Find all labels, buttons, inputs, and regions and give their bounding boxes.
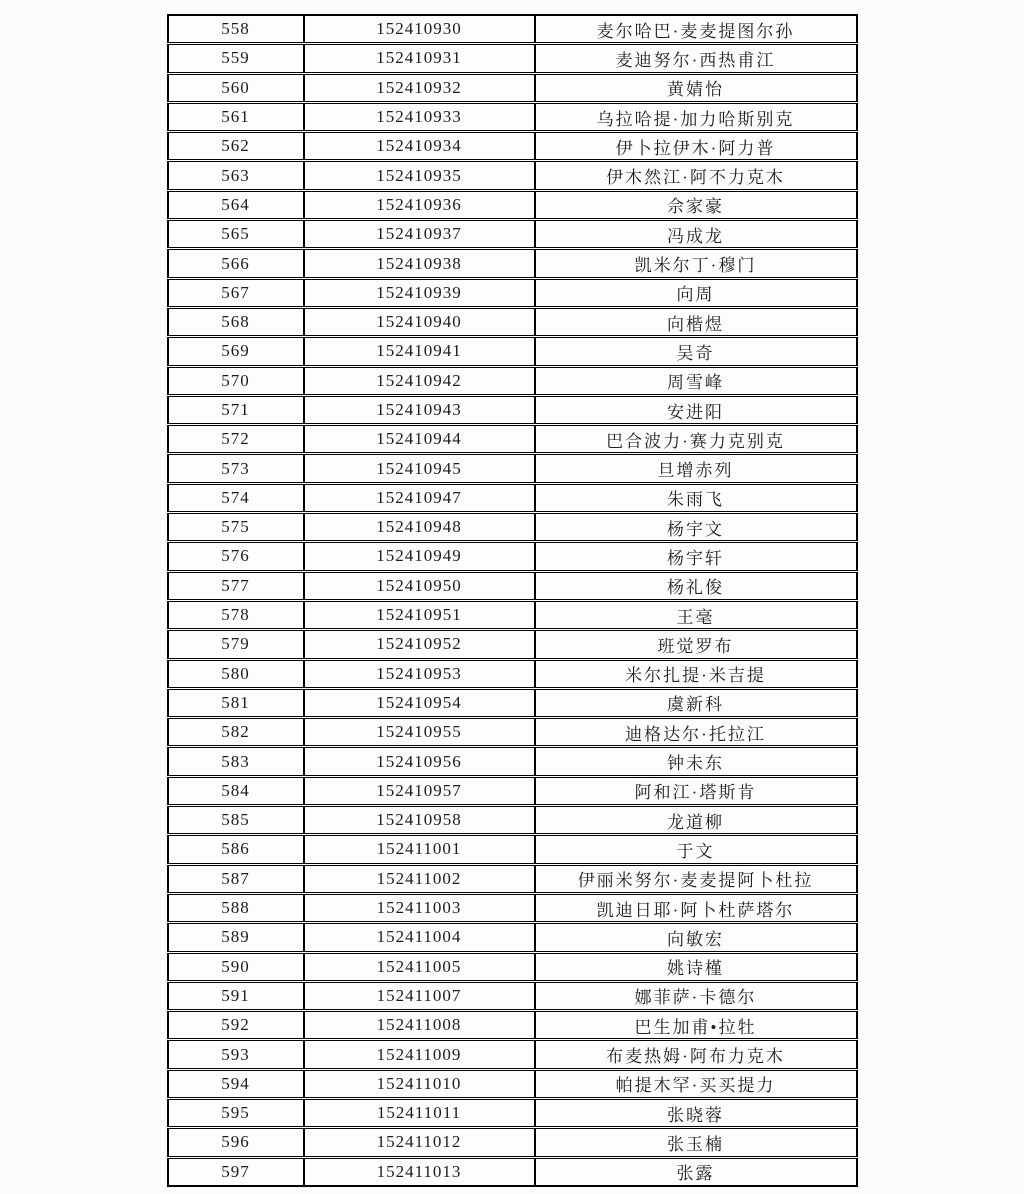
table-row (168, 483, 857, 512)
candidate-id-cell: 152410935 (304, 161, 535, 190)
candidate-name-cell: 姚诗槿 (535, 952, 857, 981)
candidate-id-cell: 152410936 (304, 190, 535, 219)
table-row (168, 806, 857, 835)
candidate-name-cell: 周雪峰 (535, 366, 857, 395)
row-number-cell: 584 (168, 776, 304, 805)
row-number-cell: 594 (168, 1069, 304, 1098)
candidate-id-cell: 152410937 (304, 220, 535, 249)
row-number-cell: 593 (168, 1040, 304, 1069)
candidate-name-cell: 黄婧怡 (535, 73, 857, 102)
row-number-cell: 587 (168, 864, 304, 893)
table-row (168, 923, 857, 952)
candidate-id-cell: 152411011 (304, 1098, 535, 1127)
row-number-cell: 591 (168, 981, 304, 1010)
row-number-cell: 596 (168, 1128, 304, 1157)
table-row (168, 249, 857, 278)
candidate-name-cell: 巴生加甫•拉牡 (535, 1011, 857, 1040)
row-number-cell: 579 (168, 630, 304, 659)
candidate-id-cell: 152410932 (304, 73, 535, 102)
row-number-cell: 597 (168, 1157, 304, 1186)
table-row (168, 630, 857, 659)
row-number-cell: 572 (168, 425, 304, 454)
row-number-cell: 566 (168, 249, 304, 278)
table-row (168, 190, 857, 219)
candidate-id-cell: 152410954 (304, 688, 535, 717)
candidate-name-cell: 吴奇 (535, 337, 857, 366)
candidate-name-cell: 巴合波力·赛力克别克 (535, 425, 857, 454)
candidate-id-cell: 152410950 (304, 571, 535, 600)
table-row (168, 132, 857, 161)
candidate-id-cell: 152410958 (304, 806, 535, 835)
row-number-cell: 564 (168, 190, 304, 219)
candidate-name-cell: 向楷煜 (535, 307, 857, 336)
candidate-name-cell: 米尔扎提·米吉提 (535, 659, 857, 688)
row-number-cell: 568 (168, 307, 304, 336)
candidate-id-cell: 152411013 (304, 1157, 535, 1186)
candidate-name-cell: 布麦热姆·阿布力克木 (535, 1040, 857, 1069)
candidate-name-cell: 张晓蓉 (535, 1098, 857, 1127)
roster-table-body (168, 15, 857, 1186)
candidate-name-cell: 杨宇轩 (535, 542, 857, 571)
candidate-name-cell: 向周 (535, 278, 857, 307)
candidate-name-cell: 向敏宏 (535, 923, 857, 952)
row-number-cell: 576 (168, 542, 304, 571)
candidate-id-cell: 152410951 (304, 600, 535, 629)
candidate-id-cell: 152411001 (304, 835, 535, 864)
candidate-name-cell: 杨礼俊 (535, 571, 857, 600)
candidate-name-cell: 帕提木罕·买买提力 (535, 1069, 857, 1098)
candidate-id-cell: 152410942 (304, 366, 535, 395)
candidate-id-cell: 152410955 (304, 718, 535, 747)
table-row (168, 1011, 857, 1040)
row-number-cell: 592 (168, 1011, 304, 1040)
candidate-id-cell: 152410943 (304, 395, 535, 424)
table-row (168, 893, 857, 922)
candidate-id-cell: 152410949 (304, 542, 535, 571)
candidate-name-cell: 迪格达尔·托拉江 (535, 718, 857, 747)
table-row (168, 1098, 857, 1127)
row-number-cell: 595 (168, 1098, 304, 1127)
row-number-cell: 583 (168, 747, 304, 776)
candidate-name-cell: 张玉楠 (535, 1128, 857, 1157)
row-number-cell: 578 (168, 600, 304, 629)
table-row (168, 44, 857, 73)
row-number-cell: 573 (168, 454, 304, 483)
table-row (168, 513, 857, 542)
candidate-name-cell: 杨宇文 (535, 513, 857, 542)
candidate-id-cell: 152411008 (304, 1011, 535, 1040)
table-row (168, 15, 857, 44)
table-row (168, 835, 857, 864)
candidate-name-cell: 张露 (535, 1157, 857, 1186)
row-number-cell: 574 (168, 483, 304, 512)
candidate-name-cell: 安进阳 (535, 395, 857, 424)
table-row (168, 220, 857, 249)
table-row (168, 542, 857, 571)
table-row (168, 747, 857, 776)
row-number-cell: 589 (168, 923, 304, 952)
row-number-cell: 563 (168, 161, 304, 190)
candidate-id-cell: 152411003 (304, 893, 535, 922)
candidate-name-cell: 龙道柳 (535, 806, 857, 835)
candidate-name-cell: 冯成龙 (535, 220, 857, 249)
table-row (168, 278, 857, 307)
table-row (168, 454, 857, 483)
row-number-cell: 571 (168, 395, 304, 424)
candidate-name-cell: 王毫 (535, 600, 857, 629)
table-row (168, 1157, 857, 1186)
candidate-id-cell: 152410956 (304, 747, 535, 776)
candidate-name-cell: 凯米尔丁·穆门 (535, 249, 857, 278)
candidate-name-cell: 麦尔哈巴·麦麦提图尔孙 (535, 15, 857, 44)
table-row (168, 659, 857, 688)
candidate-id-cell: 152411010 (304, 1069, 535, 1098)
row-number-cell: 586 (168, 835, 304, 864)
table-row (168, 307, 857, 336)
candidate-name-cell: 麦迪努尔·西热甫江 (535, 44, 857, 73)
candidate-name-cell: 钟未东 (535, 747, 857, 776)
row-number-cell: 590 (168, 952, 304, 981)
row-number-cell: 558 (168, 15, 304, 44)
row-number-cell: 575 (168, 513, 304, 542)
candidate-id-cell: 152410953 (304, 659, 535, 688)
row-number-cell: 582 (168, 718, 304, 747)
candidate-name-cell: 班觉罗布 (535, 630, 857, 659)
candidate-name-cell: 凯迪日耶·阿卜杜萨塔尔 (535, 893, 857, 922)
candidate-id-cell: 152410945 (304, 454, 535, 483)
table-row (168, 981, 857, 1010)
table-row (168, 337, 857, 366)
table-row (168, 571, 857, 600)
candidate-id-cell: 152411004 (304, 923, 535, 952)
candidate-id-cell: 152410934 (304, 132, 535, 161)
row-number-cell: 581 (168, 688, 304, 717)
candidate-name-cell: 伊木然江·阿不力克木 (535, 161, 857, 190)
candidate-id-cell: 152410948 (304, 513, 535, 542)
row-number-cell: 577 (168, 571, 304, 600)
table-row (168, 952, 857, 981)
candidate-name-cell: 朱雨飞 (535, 483, 857, 512)
candidate-name-cell: 佘家豪 (535, 190, 857, 219)
candidate-name-cell: 乌拉哈提·加力哈斯别克 (535, 102, 857, 131)
table-row (168, 102, 857, 131)
table-row (168, 688, 857, 717)
row-number-cell: 580 (168, 659, 304, 688)
candidate-name-cell: 虞新科 (535, 688, 857, 717)
row-number-cell: 585 (168, 806, 304, 835)
row-number-cell: 565 (168, 220, 304, 249)
candidate-id-cell: 152410947 (304, 483, 535, 512)
candidate-id-cell: 152410938 (304, 249, 535, 278)
candidate-name-cell: 阿和江·塔斯肯 (535, 776, 857, 805)
candidate-id-cell: 152410952 (304, 630, 535, 659)
table-row (168, 395, 857, 424)
table-row (168, 1128, 857, 1157)
candidate-id-cell: 152410930 (304, 15, 535, 44)
table-row (168, 776, 857, 805)
row-number-cell: 570 (168, 366, 304, 395)
candidate-id-cell: 152410939 (304, 278, 535, 307)
candidate-id-cell: 152410941 (304, 337, 535, 366)
table-row (168, 1040, 857, 1069)
candidate-id-cell: 152410933 (304, 102, 535, 131)
row-number-cell: 567 (168, 278, 304, 307)
candidate-id-cell: 152410957 (304, 776, 535, 805)
row-number-cell: 560 (168, 73, 304, 102)
row-number-cell: 562 (168, 132, 304, 161)
candidate-name-cell: 伊丽米努尔·麦麦提阿卜杜拉 (535, 864, 857, 893)
table-row (168, 864, 857, 893)
table-row (168, 1069, 857, 1098)
candidate-id-cell: 152410940 (304, 307, 535, 336)
table-row (168, 718, 857, 747)
table-row (168, 600, 857, 629)
row-number-cell: 588 (168, 893, 304, 922)
table-row (168, 425, 857, 454)
candidate-id-cell: 152410944 (304, 425, 535, 454)
candidate-id-cell: 152411002 (304, 864, 535, 893)
candidate-name-cell: 旦增赤列 (535, 454, 857, 483)
candidate-id-cell: 152411012 (304, 1128, 535, 1157)
roster-table (167, 14, 858, 1187)
candidate-name-cell: 伊卜拉伊木·阿力普 (535, 132, 857, 161)
table-row (168, 161, 857, 190)
row-number-cell: 561 (168, 102, 304, 131)
table-row (168, 73, 857, 102)
table-row (168, 366, 857, 395)
row-number-cell: 559 (168, 44, 304, 73)
candidate-id-cell: 152411007 (304, 981, 535, 1010)
candidate-id-cell: 152411005 (304, 952, 535, 981)
candidate-name-cell: 于文 (535, 835, 857, 864)
candidate-id-cell: 152410931 (304, 44, 535, 73)
candidate-name-cell: 娜菲萨·卡德尔 (535, 981, 857, 1010)
row-number-cell: 569 (168, 337, 304, 366)
candidate-id-cell: 152411009 (304, 1040, 535, 1069)
